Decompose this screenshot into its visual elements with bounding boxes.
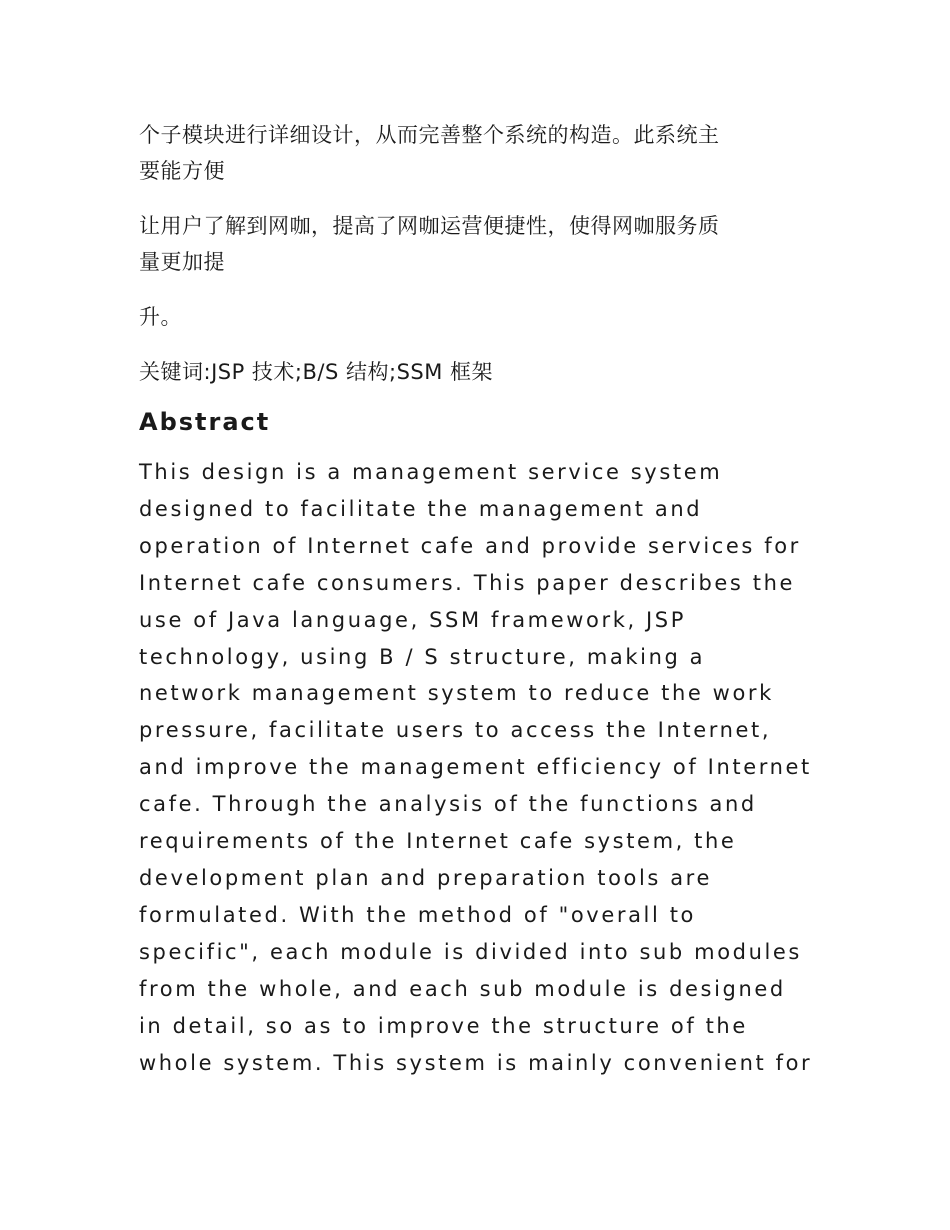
abstract-line: specific", each module is divided into sub modules xyxy=(139,939,802,964)
abstract-line: requirements of the Internet cafe system, the xyxy=(139,829,737,854)
abstract-line: Internet cafe consumers. This paper describes the xyxy=(139,570,795,595)
chinese-paragraph-3: 升。 xyxy=(139,305,182,329)
abstract-line: development plan and preparation tools are xyxy=(139,865,712,890)
abstract-line: whole system. This system is mainly convenient for xyxy=(139,1050,813,1075)
chinese-keywords: 关键词:JSP 技术;B/S 结构;SSM 框架 xyxy=(139,360,494,384)
abstract-line: technology, using B / S structure, making a xyxy=(139,644,706,669)
paper-page xyxy=(139,117,819,1081)
chinese-paragraph-2: 让用户了解到网咖，提高了网咖运营便捷性，使得网咖服务质 量更加提 xyxy=(139,214,720,274)
abstract-line: This design is a management service system xyxy=(139,460,723,484)
abstract-line: from the whole, and each sub module is designed xyxy=(139,976,786,1001)
abstract-line: use of Java language, SSM framework, JSP xyxy=(139,607,686,632)
abstract-line: in detail, so as to improve the structure of the xyxy=(139,1013,748,1038)
abstract-line: cafe. Through the analysis of the functions and xyxy=(139,792,757,817)
abstract-line: operation of Internet cafe and provide services for xyxy=(139,533,801,558)
abstract-line: and improve the management efficiency of Internet xyxy=(139,755,812,780)
abstract-heading: Abstract xyxy=(139,408,271,436)
abstract-line: designed to facilitate the management and xyxy=(139,496,703,521)
abstract-line: network management system to reduce the work xyxy=(139,681,774,706)
abstract-line: formulated. With the method of "overall to xyxy=(139,902,696,927)
abstract-line: pressure, facilitate users to access the Internet, xyxy=(139,718,772,743)
chinese-paragraph-1: 个子模块进行详细设计，从而完善整个系统的构造。此系统主 要能方便 xyxy=(139,123,720,183)
abstract-body xyxy=(139,454,819,1081)
